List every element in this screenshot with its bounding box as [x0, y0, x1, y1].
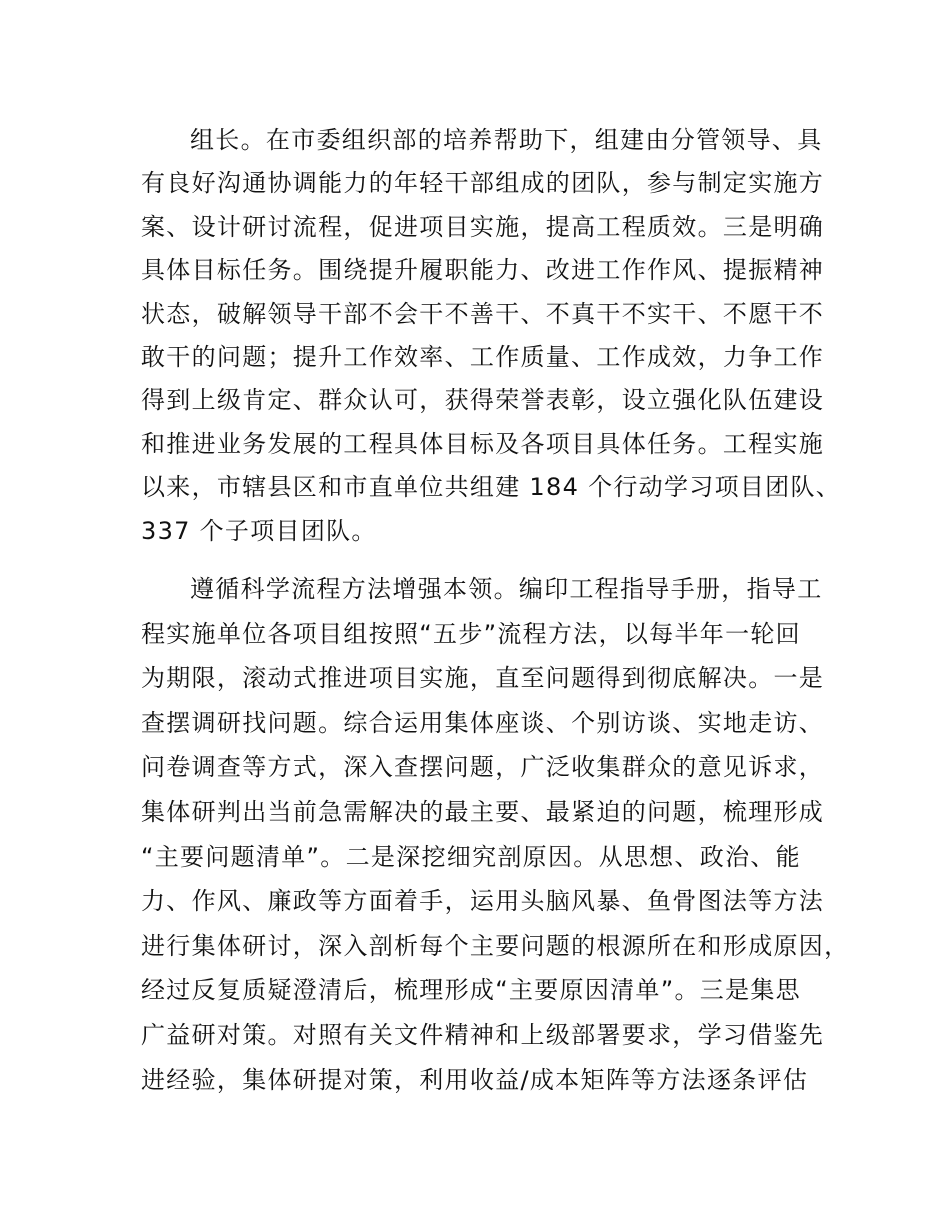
text-line: 进经验，集体研提对策，利用收益/成本矩阵等方法逐条评估: [141, 1065, 809, 1094]
text-line: 以来，市辖县区和市直单位共组建 184 个行动学习项目团队、: [141, 473, 842, 502]
text-line: 敢干的问题；提升工作效率、工作质量、工作成效，力争工作: [141, 342, 825, 371]
text-line: 有良好沟通协调能力的年轻干部组成的团队，参与制定实施方: [141, 169, 825, 198]
text-line: 集体研判出当前急需解决的最主要、最紧迫的问题，梳理形成: [141, 797, 825, 826]
text-line: 经过反复质疑澄清后，梳理形成“主要原因清单”。三是集思: [141, 976, 801, 1005]
text-line: 查摆调研找问题。综合运用集体座谈、个别访谈、实地走访、: [141, 708, 825, 737]
text-line: 组长。在市委组织部的培养帮助下，组建由分管领导、具: [190, 126, 823, 154]
text-line: 和推进业务发展的工程具体目标及各项目具体任务。工程实施: [141, 429, 825, 458]
text-line: 得到上级肯定、群众认可，获得荣誉表彰，设立强化队伍建设: [141, 386, 825, 415]
text-line: 程实施单位各项目组按照“五步”流程方法，以每半年一轮回: [141, 619, 801, 648]
text-line: 力、作风、廉政等方面着手，运用头脑风暴、鱼骨图法等方法: [141, 887, 825, 916]
paragraph-scientific-process: [141, 567, 850, 1102]
text-line: 337 个子项目团队。: [141, 516, 377, 545]
text-line: 遵循科学流程方法增强本领。编印工程指导手册，指导工: [190, 575, 823, 603]
text-line: 具体目标任务。围绕提升履职能力、改进工作作风、提振精神: [141, 256, 825, 285]
text-line: 广益研对策。对照有关文件精神和上级部署要求，学习借鉴先: [141, 1020, 825, 1049]
text-line: 进行集体研讨，深入剖析每个主要问题的根源所在和形成原因，: [141, 931, 850, 960]
text-line: 问卷调查等方式，深入查摆问题，广泛收集群众的意见诉求，: [141, 753, 825, 782]
text-line: 案、设计研讨流程，促进项目实施，提高工程质效。三是明确: [141, 212, 825, 241]
text-line: 为期限，滚动式推进项目实施，直至问题得到彻底解决。一是: [141, 664, 825, 693]
text-line: 状态，破解领导干部不会干不善干、不真干不实干、不愿干不: [141, 299, 825, 328]
paragraph-team-building: [141, 119, 841, 553]
text-line: “主要问题清单”。二是深挖细究剖原因。从思想、政治、能: [141, 842, 801, 871]
